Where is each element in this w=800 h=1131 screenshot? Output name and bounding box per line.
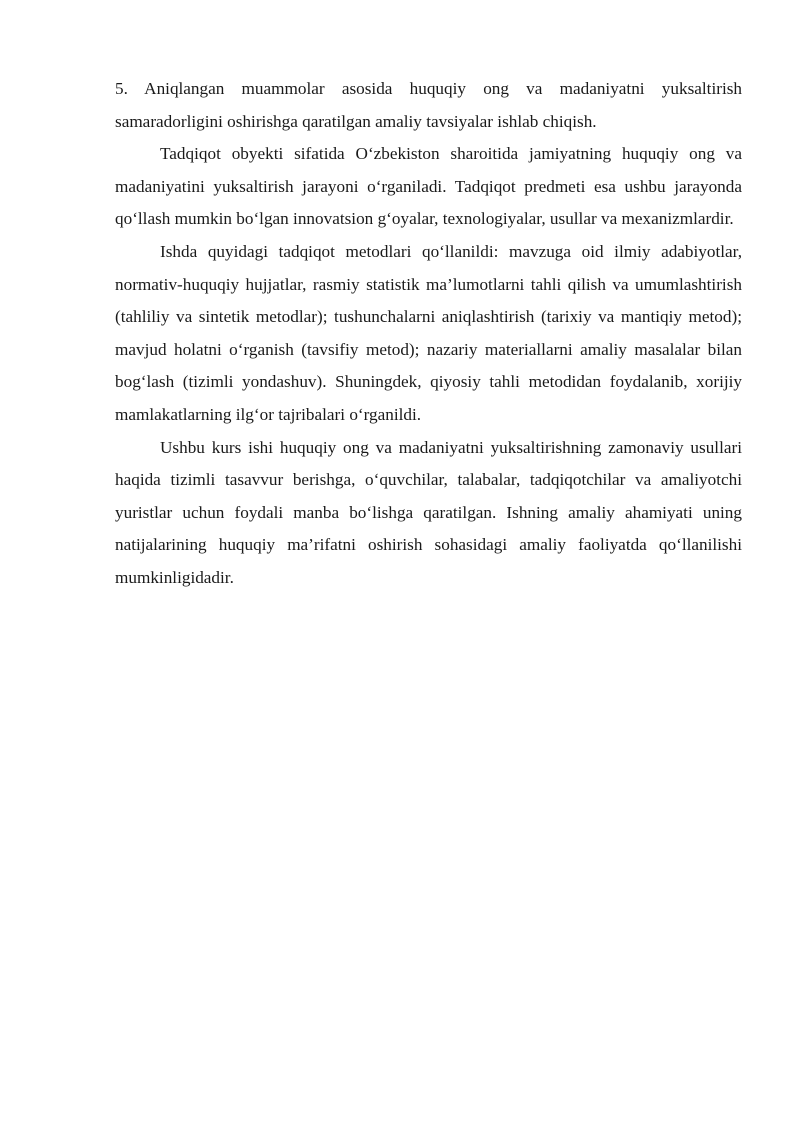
paragraph-practical-significance: Ushbu kurs ishi huquqiy ong va madaniyatni yuksaltirishning zamonaviy usullari haqida tizimli tasavvur berishga, o‘quvchilar, talabalar, tadqiqotchilar va amaliyotchi yuristlar uchun foydali manba bo‘lishga qaratilgan. Ishning amaliy ahamiyati uning natijalarining huquqiy ma’rifatni oshirish sohasidagi amaliy faoliyatda qo‘llanilishi mumkinligidadir. <box>115 437 742 587</box>
paragraph-recommendations: 5. Aniqlangan muammolar asosida huquqiy ong va madaniyatni yuksaltirish samaradorligini oshirishga qaratilgan amaliy tavsiyalar ishlab chiqish. <box>115 79 742 131</box>
paragraph-research-methods: Ishda quyidagi tadqiqot metodlari qo‘llanildi: mavzuga oid ilmiy adabiyotlar, normativ-huquqiy hujjatlar, rasmiy statistik ma’lumotlarni tahli qilish va umumlashtirish (tahliliy va sintetik metodlar); tushunchalarni aniqlashtirish (tarixiy va mantiqiy metod); mavjud holatni o‘rganish (tavsifiy metod); nazariy materiallarni amaliy masalalar bilan bog‘lash (tizimli yondashuv). Shuningdek, qiyosiy tahli metodidan foydalanib, xorijiy mamlakatlarning ilg‘or tajribalari o‘rganildi. <box>115 241 742 424</box>
body-text <box>115 73 742 595</box>
paragraph-research-object: Tadqiqot obyekti sifatida O‘zbekiston sharoitida jamiyatning huquqiy ong va madaniyatini yuksaltirish jarayoni o‘rganiladi. Tadqiqot predmeti esa ushbu jarayonda qo‘llash mumkin bo‘lgan innovatsion g‘oyalar, texnologiyalar, usullar va mexanizmlardir. <box>115 144 742 229</box>
